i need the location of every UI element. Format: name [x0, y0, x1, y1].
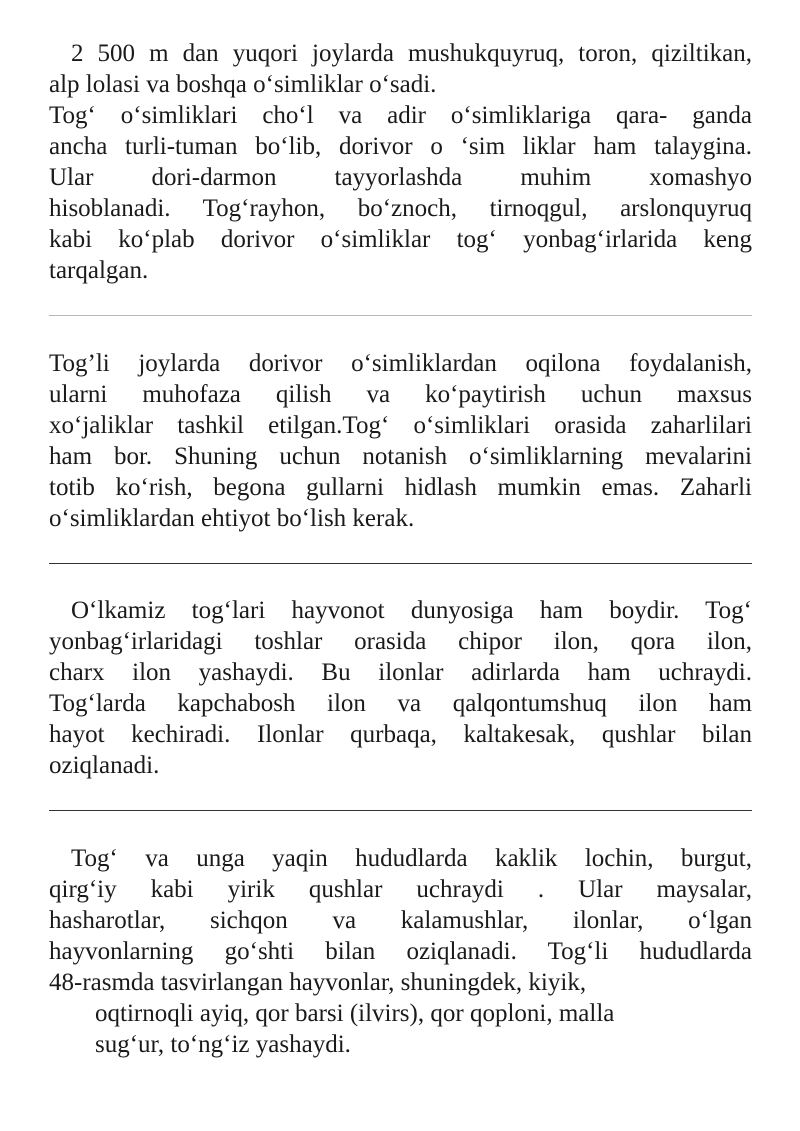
text-line: alp lolasi va boshqa o‘simliklar o‘sadi. — [49, 71, 437, 98]
paragraph-snakes — [49, 595, 752, 781]
text-line: hayot kechiradi. Ilonlar qurbaqa, kaltakesak, qushlar bilan — [49, 721, 752, 748]
paragraph-plants — [49, 38, 752, 286]
text-line: 2 500 m dan yuqori joylarda mushukquyruq, toron, qiziltikan, — [71, 40, 752, 67]
text-line: ancha turli-tuman bo‘lib, dorivor o ‘sim liklar ham talaygina. — [49, 133, 752, 160]
text-line: charx ilon yashaydi. Bu ilonlar adirlarda ham uchraydi. — [49, 659, 752, 686]
text-line: yonbag‘irlaridagi toshlar orasida chipor ilon, qora ilon, — [49, 628, 752, 655]
text-line: kabi ko‘plab dorivor o‘simliklar tog‘ yonbag‘irlarida keng — [49, 226, 752, 253]
text-line: Ular dori-darmon tayyorlashda muhim xomashyo — [49, 164, 752, 191]
text-line: oqtirnoqli ayiq, qor barsi (ilvirs), qor qoploni, malla — [95, 1000, 615, 1027]
text-line: sug‘ur, to‘ng‘iz yashaydi. — [95, 1031, 351, 1058]
section-divider — [49, 315, 752, 316]
text-line: ham bor. Shuning uchun notanish o‘simliklarning mevalarini — [49, 443, 752, 470]
text-line: tarqalgan. — [49, 257, 149, 284]
text-line: hayvonlarning go‘shti bilan oziqlanadi. Tog‘li hududlarda — [49, 938, 752, 965]
paragraph-birds-animals — [49, 843, 752, 1060]
paragraph-medicinal-plants — [49, 348, 752, 534]
text-line: 48-rasmda tasvirlangan hayvonlar, shuningdek, kiyik, — [49, 969, 587, 996]
text-line: Tog‘ va unga yaqin hududlarda kaklik lochin, burgut, — [71, 845, 752, 872]
text-line: Tog’li joylarda dorivor o‘simliklardan oqilona foydalanish, — [49, 350, 752, 377]
section-divider — [49, 563, 752, 564]
document-page — [49, 38, 752, 1060]
text-line: xo‘jaliklar tashkil etilgan.Tog‘ o‘simliklari orasida zaharlilari — [49, 412, 752, 439]
text-line: ularni muhofaza qilish va ko‘paytirish uchun maxsus — [49, 381, 752, 408]
text-line: o‘simliklardan ehtiyot bo‘lish kerak. — [49, 505, 415, 532]
text-line: hasharotlar, sichqon va kalamushlar, ilonlar, o‘lgan — [49, 907, 752, 934]
text-line: hisoblanadi. Tog‘rayhon, bo‘znoch, tirnoqgul, arslonquyruq — [49, 195, 752, 222]
text-line: Tog‘larda kapchabosh ilon va qalqontumshuq ilon ham — [49, 690, 752, 717]
text-line: oziqlanadi. — [49, 752, 160, 779]
text-line: O‘lkamiz tog‘lari hayvonot dunyosiga ham boydir. Tog‘ — [71, 597, 752, 624]
text-line: Tog‘ o‘simliklari cho‘l va adir o‘simliklariga qara- ganda — [49, 102, 752, 129]
text-line: totib ko‘rish, begona gullarni hidlash mumkin emas. Zaharli — [49, 474, 752, 501]
section-divider — [49, 810, 752, 811]
text-line: qirg‘iy kabi yirik qushlar uchraydi . Ular maysalar, — [49, 876, 752, 903]
